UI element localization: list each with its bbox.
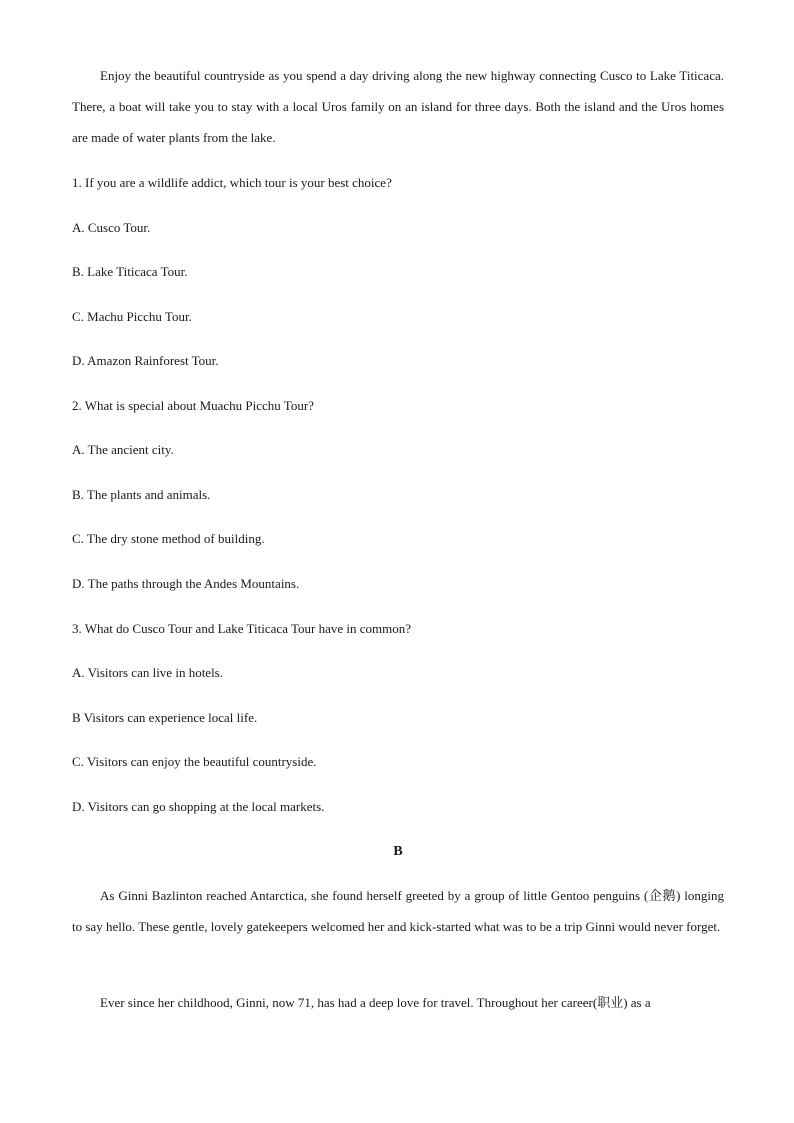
section-b-paragraph-1 <box>72 880 724 942</box>
question-2-option-d: D. The paths through the Andes Mountains. <box>72 576 300 591</box>
question-1-option-a: A. Cusco Tour. <box>72 220 151 235</box>
question-2-option-c: C. The dry stone method of building. <box>72 531 265 546</box>
section-b-heading: B <box>393 844 403 859</box>
question-2-option-a: A. The ancient city. <box>72 442 174 457</box>
question-3-option-d: D. Visitors can go shopping at the local markets. <box>72 799 325 814</box>
question-1-option-c: C. Machu Picchu Tour. <box>72 309 192 324</box>
question-3-stem: 3. What do Cusco Tour and Lake Titicaca Tour have in common? <box>72 621 412 636</box>
section-b-paragraph-2 <box>72 987 724 1018</box>
question-1-option-d: D. Amazon Rainforest Tour. <box>72 353 219 368</box>
question-3-option-a: A. Visitors can live in hotels. <box>72 665 223 680</box>
question-1-option-b: B. Lake Titicaca Tour. <box>72 264 188 279</box>
paragraph-text: Enjoy the beautiful countryside as you spend a day driving along the new highway connecting Cusco to Lake Titicaca. There, a boat will take you to stay with a local Uros family on an island for three days. Both the island and the Uros homes are made of water plants from the lake. <box>72 68 724 145</box>
question-3-option-c: C. Visitors can enjoy the beautiful countryside. <box>72 754 317 769</box>
paragraph-text: As Ginni Bazlinton reached Antarctica, she found herself greeted by a group of little Gentoo penguins (企鹅) longing to say hello. These gentle, lovely gatekeepers welcomed her and kick-started what was to be a trip Ginni would never forget. <box>72 888 724 934</box>
question-3-option-b: B Visitors can experience local life. <box>72 710 258 725</box>
paragraph-text: Ever since her childhood, Ginni, now 71, has had a deep love for travel. Throughout her career(职业) as a <box>100 995 651 1010</box>
passage-a-closing-paragraph <box>72 60 724 153</box>
question-1-stem: 1. If you are a wildlife addict, which tour is your best choice? <box>72 175 392 190</box>
question-2-stem: 2. What is special about Muachu Picchu Tour? <box>72 398 314 413</box>
question-2-option-b: B. The plants and animals. <box>72 487 211 502</box>
